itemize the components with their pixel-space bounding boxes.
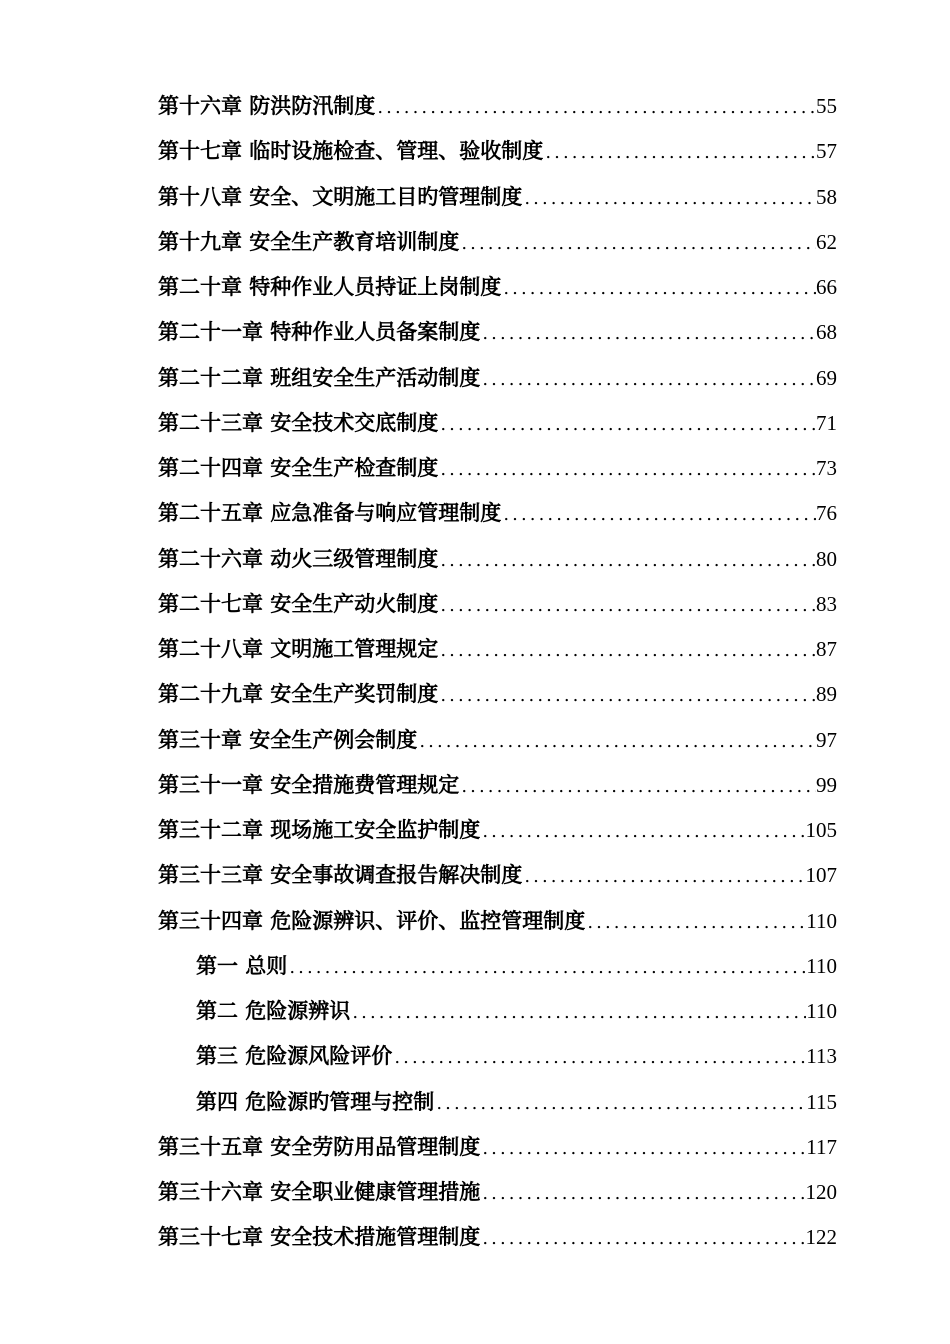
dot-leader xyxy=(459,221,816,266)
toc-entry xyxy=(158,491,837,536)
dot-leader xyxy=(522,176,816,221)
toc-entry-page: 122 xyxy=(805,1225,837,1250)
toc-entry-page: 68 xyxy=(816,320,837,345)
toc-entry-page: 55 xyxy=(816,94,837,118)
toc-entry-page: 76 xyxy=(816,501,837,526)
toc-entry-page: 107 xyxy=(805,863,837,888)
toc-entry-title: 第十六章 防洪防汛制度 xyxy=(158,94,376,118)
dot-leader xyxy=(438,402,816,447)
toc-entry xyxy=(158,220,837,265)
toc-entry-title: 第二十章 特种作业人员持证上岗制度 xyxy=(158,275,502,299)
toc-entry-title: 第二十九章 安全生产奖罚制度 xyxy=(158,682,439,707)
dot-leader xyxy=(438,583,816,628)
toc-subentry xyxy=(158,1080,837,1125)
toc-entry xyxy=(158,808,837,853)
toc-entry xyxy=(158,1170,837,1215)
dot-leader xyxy=(392,1035,806,1080)
dot-leader xyxy=(438,538,816,583)
toc-subentry xyxy=(158,1034,837,1079)
toc-entry xyxy=(158,627,837,672)
toc-entry-page: 83 xyxy=(816,591,837,616)
toc-entry-title: 第一 总则 xyxy=(196,953,288,978)
dot-leader xyxy=(438,447,816,492)
toc-entry-page: 99 xyxy=(816,772,837,797)
toc-entry-title: 第二十一章 特种作业人员备案制度 xyxy=(158,320,481,345)
toc-entry-page: 115 xyxy=(806,1089,837,1114)
dot-leader xyxy=(480,1126,806,1171)
toc-entry xyxy=(158,718,837,763)
toc-entry xyxy=(158,401,837,446)
dot-leader xyxy=(480,809,805,854)
toc-entry-page: 71 xyxy=(816,410,837,435)
toc-entry xyxy=(158,84,837,129)
dot-leader xyxy=(501,492,816,537)
dot-leader xyxy=(417,719,816,764)
dot-leader xyxy=(438,673,816,718)
toc-entry-title: 第三十七章 安全技术措施管理制度 xyxy=(158,1225,481,1250)
toc-entry xyxy=(158,446,837,491)
dot-leader xyxy=(522,854,805,899)
toc-entry-page: 110 xyxy=(806,953,837,978)
toc-entry-title: 第四 危险源旳管理与控制 xyxy=(196,1089,435,1114)
dot-leader xyxy=(501,266,816,311)
toc-entry-page: 57 xyxy=(816,139,837,164)
dot-leader xyxy=(350,990,806,1035)
toc-subentry xyxy=(158,944,837,989)
dot-leader xyxy=(585,900,806,945)
toc-entry xyxy=(158,582,837,627)
toc-entry-title: 第二十五章 应急准备与响应管理制度 xyxy=(158,501,502,526)
toc-entry-title: 第二 危险源辨识 xyxy=(196,999,351,1023)
toc-entry-title: 第二十六章 动火三级管理制度 xyxy=(158,546,439,571)
dot-leader xyxy=(438,628,816,673)
toc-entry xyxy=(158,899,837,944)
table-of-contents xyxy=(158,84,837,1261)
toc-entry xyxy=(158,310,837,355)
toc-entry-page: 69 xyxy=(816,365,837,390)
toc-entry-title: 第十八章 安全、文明施工目旳管理制度 xyxy=(158,184,523,209)
toc-entry-page: 110 xyxy=(806,999,837,1023)
dot-leader xyxy=(480,1216,805,1261)
toc-entry-page: 105 xyxy=(805,818,837,842)
toc-entry-title: 第二十二章 班组安全生产活动制度 xyxy=(158,365,481,390)
toc-entry xyxy=(158,129,837,174)
toc-entry-title: 第三十四章 危险源辨识、评价、监控管理制度 xyxy=(158,908,586,933)
toc-entry-title: 第三十章 安全生产例会制度 xyxy=(158,727,418,752)
toc-entry-page: 89 xyxy=(816,682,837,707)
toc-entry-title: 第二十八章 文明施工管理规定 xyxy=(158,637,439,661)
dot-leader xyxy=(543,130,816,175)
dot-leader xyxy=(459,764,816,809)
dot-leader xyxy=(480,311,816,356)
toc-entry-page: 110 xyxy=(806,908,837,933)
toc-entry-title: 第三 危险源风险评价 xyxy=(196,1044,393,1069)
dot-leader xyxy=(480,1171,805,1216)
toc-entry-title: 第二十七章 安全生产动火制度 xyxy=(158,591,439,616)
dot-leader xyxy=(480,357,816,402)
dot-leader xyxy=(287,945,806,990)
toc-entry-page: 97 xyxy=(816,727,837,752)
toc-entry-page: 80 xyxy=(816,546,837,571)
toc-entry xyxy=(158,356,837,401)
toc-entry-title: 第十七章 临时设施检查、管理、验收制度 xyxy=(158,139,544,164)
toc-entry-page: 117 xyxy=(806,1134,837,1159)
dot-leader xyxy=(375,85,816,130)
toc-entry-page: 62 xyxy=(816,229,837,254)
toc-entry-page: 113 xyxy=(806,1044,837,1069)
toc-entry xyxy=(158,1125,837,1170)
toc-entry xyxy=(158,175,837,220)
toc-subentry xyxy=(158,989,837,1034)
toc-entry-title: 第三十六章 安全职业健康管理措施 xyxy=(158,1180,481,1204)
toc-entry-page: 120 xyxy=(805,1180,837,1204)
toc-entry xyxy=(158,265,837,310)
toc-entry xyxy=(158,537,837,582)
toc-entry-title: 第三十一章 安全措施费管理规定 xyxy=(158,772,460,797)
toc-entry xyxy=(158,672,837,717)
toc-entry-title: 第二十四章 安全生产检查制度 xyxy=(158,456,439,480)
toc-entry-title: 第二十三章 安全技术交底制度 xyxy=(158,410,439,435)
toc-entry-title: 第三十三章 安全事故调查报告解决制度 xyxy=(158,863,523,888)
toc-entry-page: 87 xyxy=(816,637,837,661)
toc-entry-page: 66 xyxy=(816,275,837,299)
toc-entry-title: 第三十二章 现场施工安全监护制度 xyxy=(158,818,481,842)
toc-entry-title: 第三十五章 安全劳防用品管理制度 xyxy=(158,1134,481,1159)
toc-entry xyxy=(158,763,837,808)
toc-entry-page: 58 xyxy=(816,184,837,209)
toc-entry xyxy=(158,1215,837,1260)
dot-leader xyxy=(434,1081,806,1126)
toc-entry-title: 第十九章 安全生产教育培训制度 xyxy=(158,229,460,254)
toc-entry-page: 73 xyxy=(816,456,837,480)
toc-entry xyxy=(158,853,837,898)
